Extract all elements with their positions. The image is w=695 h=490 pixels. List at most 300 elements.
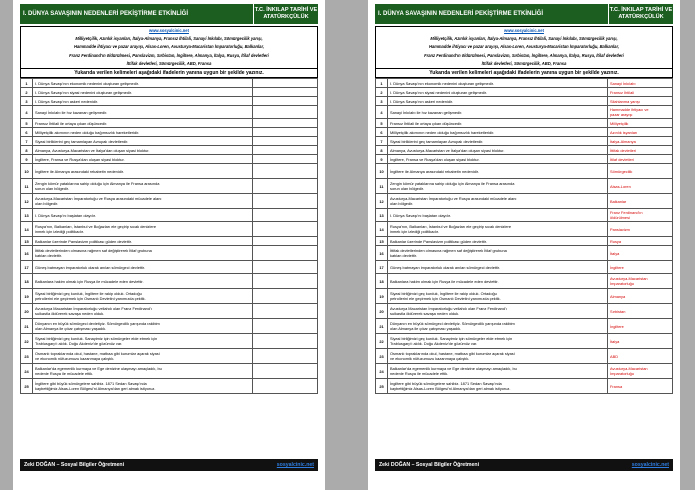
question-row [376,289,673,304]
question-text-line: Milliyetçilik akımının neden olduğu bağımsızlık hareketleridir. [390,129,495,135]
question-number: 15 [376,237,388,246]
title-bar [20,4,318,24]
answer-text: Sırbistan [610,308,626,314]
question-text-line: sorun olan bölgedir. [35,186,69,192]
question-number: 15 [21,237,33,246]
question-table [375,78,673,394]
answer-blank[interactable] [253,304,318,319]
question-number: 9 [21,155,33,164]
question-row [21,246,318,261]
answer-cell [608,304,673,319]
question-row [21,222,318,237]
question-text-line: I. Dünya Savaşı'nı başlatan olaydır. [35,212,96,218]
question-text-line: Avusturya-Macaristan İmparatorluğu ve Rusya arasındaki mücadele alanı [390,196,517,202]
question-row [376,164,673,179]
question-number: 24 [376,364,388,379]
question-text [33,128,253,137]
question-number: 18 [376,274,388,289]
answer-blank[interactable] [253,319,318,334]
answer-cell [608,179,673,194]
question-text [388,289,608,304]
course-name: T.C. İNKILAP TARİHİ VE ATATÜRKÇÜLÜK [608,4,673,24]
question-text-line: kaybettiğimiz Alsas-Loren Bölgesi'ni Almanya'dan geri almak istiyoruz. [390,386,511,392]
question-number: 22 [376,334,388,349]
answer-blank[interactable] [253,246,318,261]
answer-blank[interactable] [253,261,318,274]
question-number: 25 [21,379,33,394]
question-text [388,349,608,364]
question-row [376,209,673,222]
question-text [33,261,253,274]
answer-cell [608,97,673,106]
question-text-line: Milliyetçilik akımının neden olduğu bağımsızlık hareketleridir. [35,129,140,135]
answer-text: Alsas-Loren [610,183,631,189]
question-row [376,222,673,237]
question-row [376,194,673,209]
question-row [21,349,318,364]
question-row [376,119,673,128]
question-number: 7 [376,137,388,146]
question-number: 10 [376,164,388,179]
question-text [388,106,608,119]
question-row [21,137,318,146]
question-number: 11 [21,179,33,194]
question-text [33,349,253,364]
question-row [21,155,318,164]
site-link[interactable]: www.sosyalcinic.net [149,28,189,33]
question-row [21,79,318,88]
question-row [21,261,318,274]
question-text-line: Siyasi birliklerini geç tamamlayan Avrupalı devletlerdir. [390,138,484,144]
question-text [388,379,608,394]
question-text [33,246,253,261]
worksheet-title: I. DÜNYA SAVAŞININ NEDENLERİ PEKİŞTİRME ETKİNLİĞİ [378,11,544,17]
question-text-line: olan Almanya ile çıkar çatışması yaşadık. [390,326,462,332]
question-row [21,179,318,194]
question-text-line: I. Dünya Savaşı'nın askeri nedenidir. [390,98,454,104]
answer-blank[interactable] [253,119,318,128]
question-text-line: olan bölgedir. [35,201,59,207]
question-text-line: I. Dünya Savaşı'nı başlatan olaydır. [390,212,451,218]
question-text-line: I. Dünya Savaşı'nın ekonomik nedenini oluşturan gelişmedir. [35,80,139,86]
answer-text: Azınlık isyanları [610,129,638,135]
answer-text: Milliyetçilik [610,120,629,126]
instruction: Yukarıda verilen kelimeleri aşağıdaki ifadelerin yanına uygun bir şekilde yazınız. [20,69,318,78]
question-text [388,237,608,246]
question-text [33,194,253,209]
answer-text: pazar arayışı [610,112,633,118]
question-number: 6 [376,128,388,137]
question-text-line: Siyasi birliğimizi geç kurduk. Sanayimiz için sömürgeler elde etmek için [35,336,158,342]
site-link[interactable]: www.sosyalcinic.net [504,28,544,33]
question-text-line: İngiltere ile Almanya arasındaki rekabetin nedenidir. [390,168,479,174]
answer-text: İttifak devletleri [610,147,636,153]
answer-text: Avusturya-Macaristan [610,366,648,372]
question-number: 21 [21,319,33,334]
question-text [33,97,253,106]
question-number: 3 [21,97,33,106]
question-text [388,261,608,274]
answer-cell [608,128,673,137]
question-text-line: Rusya'nın, Balkanları, İstanbul ve Boğazları ele geçirip sıcak denizlere [35,224,156,230]
question-text-line: I. Dünya Savaşı'nın siyasi nedenini oluşturan gelişmedir. [35,89,132,95]
question-text-line: sorun olan bölgedir. [390,186,424,192]
question-text [33,179,253,194]
question-text-line: Siyasi birliğimizi geç kurduk, İngiltere ile rakip olduk. Ortadoğu [390,291,497,297]
question-number: 19 [21,289,33,304]
question-text-line: Osmanlı topraklarında okul, hastane, matbaa gibi kurumlar açarak siyasi [35,351,160,357]
question-row [376,97,673,106]
question-row [376,274,673,289]
question-number: 2 [376,88,388,97]
answer-text: Fransız İhtilali [610,89,634,95]
question-row [21,334,318,349]
question-text-line: Güneş batmayan imparatorluk olarak anılan sömürgeci devlettir. [35,264,146,270]
answer-cell [608,137,673,146]
question-row [376,261,673,274]
question-text [388,304,608,319]
question-row [21,379,318,394]
question-number: 3 [376,97,388,106]
question-row [376,128,673,137]
question-text-line: İttifak devletlerinden olmasına rağmen saf değiştirerek İtilaf grubuna [390,248,507,254]
question-number: 17 [376,261,388,274]
question-number: 13 [376,209,388,222]
answer-blank[interactable] [253,209,318,222]
answer-text: İngiltere [610,323,624,329]
answer-blank[interactable] [253,79,318,88]
question-text [33,319,253,334]
question-text [388,194,608,209]
question-text [388,79,608,88]
answer-cell [608,349,673,364]
question-row [21,146,318,155]
question-text [388,88,608,97]
question-text [388,146,608,155]
question-number: 23 [21,349,33,364]
question-text-line: inmek için izlediği politikadır. [35,229,84,235]
question-number: 8 [21,146,33,155]
answer-blank[interactable] [253,379,318,394]
question-text [33,146,253,155]
question-number: 14 [21,222,33,237]
author-name: Zeki DOĞAN – Sosyal Bilgiler Öğretmeni [24,462,125,468]
question-text-line: petrollerini ele geçirmek için Osmanlı Devletini yanımızda çektik. [390,296,501,302]
worksheet-page-blank [13,0,325,490]
question-row [376,319,673,334]
question-number: 12 [21,194,33,209]
question-row [376,237,673,246]
answer-text: Sanayi İnkılabı [610,80,636,86]
question-text-line: Dünyanın en büyük sömürgeci devletiyiz. Sömürgecilik yarışında rakibim [390,321,515,327]
footer-bar [375,459,673,471]
question-row [21,289,318,304]
answer-text: Balkanlar [610,198,627,204]
answer-text: ABD [610,353,618,359]
title-bar [375,4,673,24]
question-row [21,88,318,97]
question-text-line: İngiltere, Fransa ve Rusya'dan oluşan siyasi bloktur. [390,156,480,162]
word-bank-line: Hammadde ihtiyacı ve pazar arayışı, Alsas-Loren, Avusturya-Macaristan İmparatorluğu, Balkanlar, [74,44,264,50]
question-text [388,319,608,334]
question-text [388,222,608,237]
answer-blank[interactable] [253,164,318,179]
question-text-line: Balkanlara hakim olmak için Rusya ile mücadele eden devlettir. [35,278,144,284]
answer-cell [608,194,673,209]
course-name: T.C. İNKILAP TARİHİ VE ATATÜRKÇÜLÜK [253,4,318,24]
question-text-line: Osmanlı topraklarında okul, hastane, matbaa gibi kurumlar açarak siyasi [390,351,515,357]
question-text [33,119,253,128]
question-row [21,319,318,334]
word-bank-line: Milliyetçilik, Azınlık isyanları, İtalya-Almanya, Fransız İhtilali, Sanayi İnkılabı, Sömürgecilik yarışı, [75,36,263,42]
question-row [21,106,318,119]
question-text [33,379,253,394]
answer-blank[interactable] [253,237,318,246]
question-row [21,119,318,128]
question-number: 10 [21,164,33,179]
word-bank-line: Hammadde ihtiyacı ve pazar arayışı, Alsas-Loren, Avusturya-Macaristan İmparatorluğu, Balkanlar, [429,44,619,50]
answer-cell [608,155,673,164]
answer-text: İtilaf devletleri [610,156,634,162]
question-text-line: Fransız İhtilali ile ortaya çıkan düşüncedir. [35,120,108,126]
instruction: Yukarıda verilen kelimeleri aşağıdaki ifadelerin yanına uygun bir şekilde yazınız. [375,69,673,78]
question-text-line: Sanayi İnkılabı ile hız kazanan gelişmedir. [35,109,108,115]
answer-blank[interactable] [253,194,318,209]
answer-cell [608,164,673,179]
question-text-line: I. Dünya Savaşı'nın askeri nedenidir. [35,98,99,104]
answer-text: İtalya [610,338,620,344]
question-row [21,194,318,209]
question-row [376,179,673,194]
question-text [33,334,253,349]
question-number: 13 [21,209,33,222]
question-text [33,164,253,179]
question-text [33,155,253,164]
answer-blank[interactable] [253,289,318,304]
answer-cell [608,319,673,334]
question-number: 20 [21,304,33,319]
answer-text: İngiltere [610,264,624,270]
answer-blank[interactable] [253,349,318,364]
question-text-line: Güneş batmayan imparatorluk olarak anılan sömürgeci devlettir. [390,264,501,270]
answer-cell [608,88,673,97]
answer-blank[interactable] [253,97,318,106]
question-text [388,137,608,146]
answer-text: İmparatorluğu [610,371,635,377]
question-text [388,128,608,137]
question-text [388,246,608,261]
question-text-line: Almanya, Avusturya-Macaristan ve İtalya'dan oluşan siyasi bloktur. [390,147,505,153]
question-text-line: Balkanlar'da egemenlik kurmaya ve Ege denizine ulaşmayı amaçladık, bu [35,366,162,372]
answer-blank[interactable] [253,155,318,164]
word-bank-line: Milliyetçilik, Azınlık isyanları, İtalya-Almanya, Fransız İhtilali, Sanayi İnkılabı, Sömürgecilik yarışı, [430,36,618,42]
answer-cell [608,106,673,119]
question-number: 16 [376,246,388,261]
question-text-line: İngiltere ile Almanya arasındaki rekabetin nedenidir. [35,168,124,174]
answer-cell [608,209,673,222]
question-number: 19 [376,289,388,304]
answer-text: Franz Ferdinand'ın [610,210,643,216]
question-text-line: Siyasi birliğimizi geç kurduk, İngiltere ile rakip olduk. Ortadoğu [35,291,142,297]
question-text [33,79,253,88]
question-row [376,364,673,379]
answer-text: Hammadde ihtiyacı ve [610,107,649,113]
question-text [33,304,253,319]
answer-cell [608,119,673,128]
question-row [21,364,318,379]
question-number: 1 [376,79,388,88]
question-text [388,179,608,194]
question-text-line: Siyasi birliklerini geç tamamlayan Avrupalı devletlerdir. [35,138,129,144]
question-number: 9 [376,155,388,164]
question-text-line: petrollerini ele geçirmek için Osmanlı Devletini yanımızda çektik. [35,296,146,302]
question-text-line: Avusturya Macaristan İmparatorluğu veliahdı olan Franz Ferdinand'ı [35,306,152,312]
question-number: 25 [376,379,388,394]
answer-cell [608,146,673,155]
question-row [21,237,318,246]
question-row [376,304,673,319]
answer-cell [608,222,673,237]
question-number: 4 [376,106,388,119]
question-row [376,137,673,146]
answer-text: Avusturya-Macaristan [610,276,648,282]
question-text-line: suikastla öldürerek savaşa neden olduk. [390,311,460,317]
question-text-line: Dünyanın en büyük sömürgeci devletiyiz. Sömürgecilik yarışında rakibim [35,321,160,327]
answer-cell [608,237,673,246]
answer-cell [608,379,673,394]
question-number: 20 [376,304,388,319]
footer-site-link[interactable]: sosyalcinic.net [276,462,314,468]
question-text-line: kaybettiğimiz Alsas-Loren Bölgesi'ni Almanya'dan geri almak istiyoruz. [35,386,156,392]
question-text-line: Trablusgarp'ı aldık. Doğu Akdeniz'de gözümüz var. [390,341,478,347]
question-text-line: nedenle Rusya ile mücadele ettik. [390,371,449,377]
question-text-line: Almanya, Avusturya-Macaristan ve İtalya'dan oluşan siyasi bloktur. [35,147,150,153]
answer-blank[interactable] [253,128,318,137]
answer-text: Panslavizm [610,226,630,232]
answer-text: Fransa [610,383,623,389]
question-number: 18 [21,274,33,289]
question-number: 21 [376,319,388,334]
question-text-line: Balkanlara hakim olmak için Rusya ile mücadele eden devlettir. [390,278,499,284]
answer-text: Sömürgecilik [610,168,633,174]
question-row [376,246,673,261]
answer-blank[interactable] [253,222,318,237]
answer-blank[interactable] [253,274,318,289]
question-row [21,97,318,106]
question-text [388,209,608,222]
answer-text: Almanya [610,293,626,299]
question-row [376,155,673,164]
question-number: 8 [376,146,388,155]
question-number: 14 [376,222,388,237]
question-text-line: katılan devlettir. [35,253,63,259]
question-row [376,88,673,97]
question-text-line: Rusya'nın, Balkanları, İstanbul ve Boğazları ele geçirip sıcak denizlere [390,224,511,230]
question-row [376,349,673,364]
question-text-line: İttifak devletlerinden olmasına rağmen saf değiştirerek İtilaf grubuna [35,248,152,254]
question-text-line: Fransız İhtilali ile ortaya çıkan düşüncedir. [390,120,463,126]
word-bank-line: İttifak devletleri, Sömürgecilik, ABD, Fransa [481,60,567,66]
question-text-line: ve ekonomik nüfuzumuzu kazanmaya çalıştık. [35,356,115,362]
answer-cell [608,79,673,88]
question-text-line: İngiltere gibi büyük sömürgelere sahibiz. 1871 Sedan Savaşı'nda [390,381,502,387]
question-row [376,79,673,88]
question-text-line: Siyasi birliğimizi geç kurduk. Sanayimiz için sömürgeler elde etmek için [390,336,513,342]
question-number: 17 [21,261,33,274]
author-name: Zeki DOĞAN – Sosyal Bilgiler Öğretmeni [379,462,480,468]
worksheet-page-answered [368,0,680,490]
question-text [33,364,253,379]
question-text [33,222,253,237]
question-text-line: İngiltere, Fransa ve Rusya'dan oluşan siyasi bloktur. [35,156,125,162]
question-number: 4 [21,106,33,119]
word-bank [375,26,673,69]
question-text-line: ve ekonomik nüfuzumuzu kazanmaya çalıştık. [390,356,470,362]
worksheet-title: I. DÜNYA SAVAŞININ NEDENLERİ PEKİŞTİRME ETKİNLİĞİ [23,11,189,17]
question-row [376,106,673,119]
answer-cell [608,334,673,349]
question-text-line: Sanayi İnkılabı ile hız kazanan gelişmedir. [390,109,463,115]
question-number: 22 [21,334,33,349]
question-number: 24 [21,364,33,379]
question-text [33,137,253,146]
question-text [33,289,253,304]
question-number: 5 [376,119,388,128]
question-row [376,146,673,155]
question-text [33,274,253,289]
question-text-line: İngiltere gibi büyük sömürgelere sahibiz. 1871 Sedan Savaşı'nda [35,381,147,387]
answer-cell [608,364,673,379]
question-number: 16 [21,246,33,261]
question-row [376,334,673,349]
word-bank-line: İttifak devletleri, Sömürgecilik, ABD, Fransa [126,60,212,66]
answer-cell [608,246,673,261]
answer-text: Silahlanma yarışı [610,98,640,104]
question-text-line: olan bölgedir. [390,201,414,207]
question-text-line: nedenle Rusya ile mücadele ettik. [35,371,94,377]
answer-blank[interactable] [253,146,318,155]
word-bank-line: Franz Ferdinand'ın öldürülmesi, Panslavizm, Sırbistan, İngiltere, Almanya, İtalya, Rusya, İtilaf devletleri [424,52,624,58]
word-bank [20,26,318,69]
answer-blank[interactable] [253,106,318,119]
question-text-line: katılan devlettir. [390,253,418,259]
answer-blank[interactable] [253,88,318,97]
answer-blank[interactable] [253,179,318,194]
word-bank-line: Franz Ferdinand'ın öldürülmesi, Panslavizm, Sırbistan, İngiltere, Almanya, İtalya, Rusya, İtilaf devletleri [69,52,269,58]
answer-text: öldürülmesi [610,215,630,221]
question-text-line: olan Almanya ile çıkar çatışması yaşadık. [35,326,107,332]
question-text [33,106,253,119]
answer-blank[interactable] [253,334,318,349]
footer-site-link[interactable]: sosyalcinic.net [631,462,669,468]
question-text-line: suikastla öldürerek savaşa neden olduk. [35,311,105,317]
question-row [21,164,318,179]
question-text [388,119,608,128]
answer-blank[interactable] [253,364,318,379]
question-text [388,334,608,349]
question-row [21,128,318,137]
question-text [33,88,253,97]
question-text-line: Balkanlar'da egemenlik kurmaya ve Ege denizine ulaşmayı amaçladık, bu [390,366,517,372]
answer-blank[interactable] [253,137,318,146]
question-row [21,304,318,319]
question-row [376,379,673,394]
answer-cell [608,261,673,274]
question-text-line: I. Dünya Savaşı'nın ekonomik nedenini oluşturan gelişmedir. [390,80,494,86]
question-text [388,364,608,379]
question-text-line: inmek için izlediği politikadır. [390,229,439,235]
question-text [388,164,608,179]
